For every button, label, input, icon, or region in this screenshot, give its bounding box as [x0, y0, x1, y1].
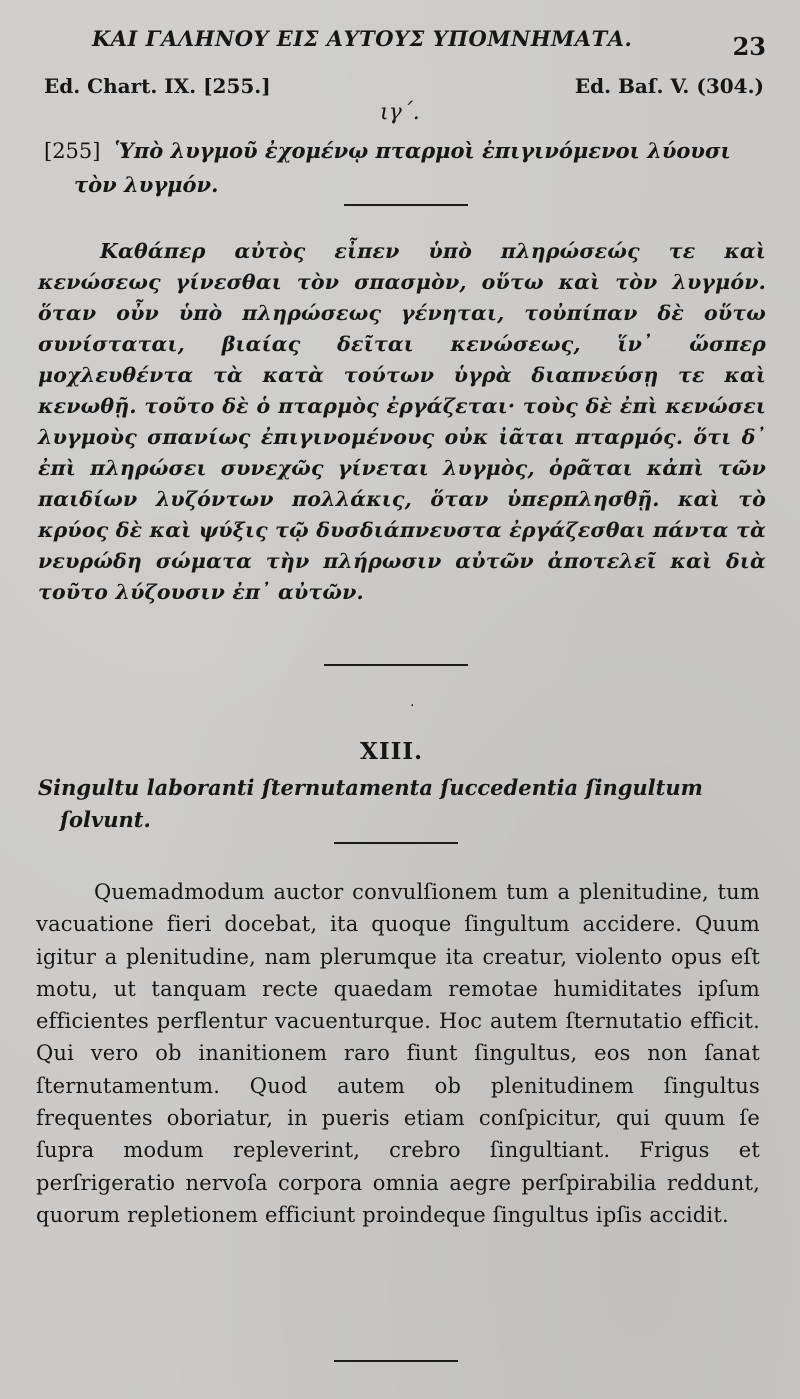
greek-aphorism-line-2: τὸν λυγμόν. — [74, 172, 219, 197]
latin-aphorism — [38, 772, 766, 836]
latin-commentary: Quemadmodum auctor convulſionem tum a plenitudine, tum vacuatione fieri docebat, ita quoque ſingultum accidere. Quum igitur a plenitudine, nam plerumque ita creatur, violento opus eſt motu, ut tanquam recte quaedam remotae humiditates ipſum efficientes perflentur vacuenturque. Hoc autem ſternutatio efficit. Qui vero ob inanitionem raro fiunt ſingultus, eos non ſanat ſternutamentum. Quod autem ob plenitudinem ſingultus frequentes oboriatur, in pueris etiam conſpicitur, qui quum ſe ſupra modum repleverint, crebro ſingultiant. Frigus et perſrigeratio nervoſa corpora omnia aegre perſpirabilia reddunt, quorum repletionem efficiunt proindeque ſingultus ipſis accidit. — [36, 880, 760, 1227]
greek-aphorism — [44, 134, 768, 202]
page-bracket-reference: [255] — [44, 139, 101, 163]
divider-rule — [344, 204, 468, 206]
divider-rule — [324, 664, 468, 666]
greek-aphorism-line-1: Ὑπὸ λυγμοῦ ἐχομένῳ πταρμοὶ ἐπιγινόμενοι λύουσι — [114, 138, 731, 163]
running-title: ΚΑΙ ΓΑΛΗΝΟΥ ΕΙΣ ΑΥΤΟΥΣ ΥΠΟΜΝΗΜΑΤΑ. — [92, 26, 633, 51]
latin-aphorism-line-1: Singultu laboranti ſternutamenta ſuccedentia ſingultum — [38, 775, 703, 800]
page-number: 23 — [732, 32, 766, 61]
edition-reference-right: Ed. Baſ. V. (304.) — [574, 74, 764, 98]
greek-commentary: Καθάπερ αὐτὸς εἶπεν ὑπὸ πληρώσεώς τε καὶ κενώσεως γίνεσθαι τὸν σπασμὸν, οὕτω καὶ τὸν λυγμόν. ὅταν οὖν ὑπὸ πληρώσεως γένηται, τοὐπίπαν δὲ οὕτω συνίσταται, βιαίας δεῖται κενώσεως, ἵν᾽ ὥσπερ μοχλευθέντα τὰ κατὰ τούτων ὑγρὰ διαπνεύσῃ τε καὶ κενωθῇ. τοῦτο δὲ ὁ πταρμὸς ἐργάζεται· τοὺς δὲ ἐπὶ κενώσει λυγμοὺς σπανίως ἐπιγινομένους οὐκ ἰᾶται πταρμός. ὅτι δ᾽ ἐπὶ πληρώσει συνεχῶς γίνεται λυγμὸς, ὁρᾶται κἀπὶ τῶν παιδίων λυζόντων πολλάκις, ὅταν ὑπερπλησθῇ. καὶ τὸ κρύος δὲ καὶ ψύξις τῷ δυσδιάπνευστα ἐργάζεσθαι πάντα τὰ νευρώδη σώματα τὴν πλήρωσιν αὐτῶν ἀποτελεῖ καὶ διὰ τοῦτο λύζουσιν ἐπ᾽ αὐτῶν. — [38, 239, 766, 604]
latin-section-heading: XIII. — [360, 738, 424, 765]
edition-reference-left: Ed. Chart. IX. [255.] — [44, 74, 271, 98]
divider-rule — [334, 842, 458, 844]
divider-rule — [334, 1360, 458, 1362]
ornament-dot: . — [410, 694, 415, 710]
latin-aphorism-line-2: ſolvunt. — [60, 807, 151, 832]
greek-section-numeral: ιγ΄. — [380, 100, 420, 125]
